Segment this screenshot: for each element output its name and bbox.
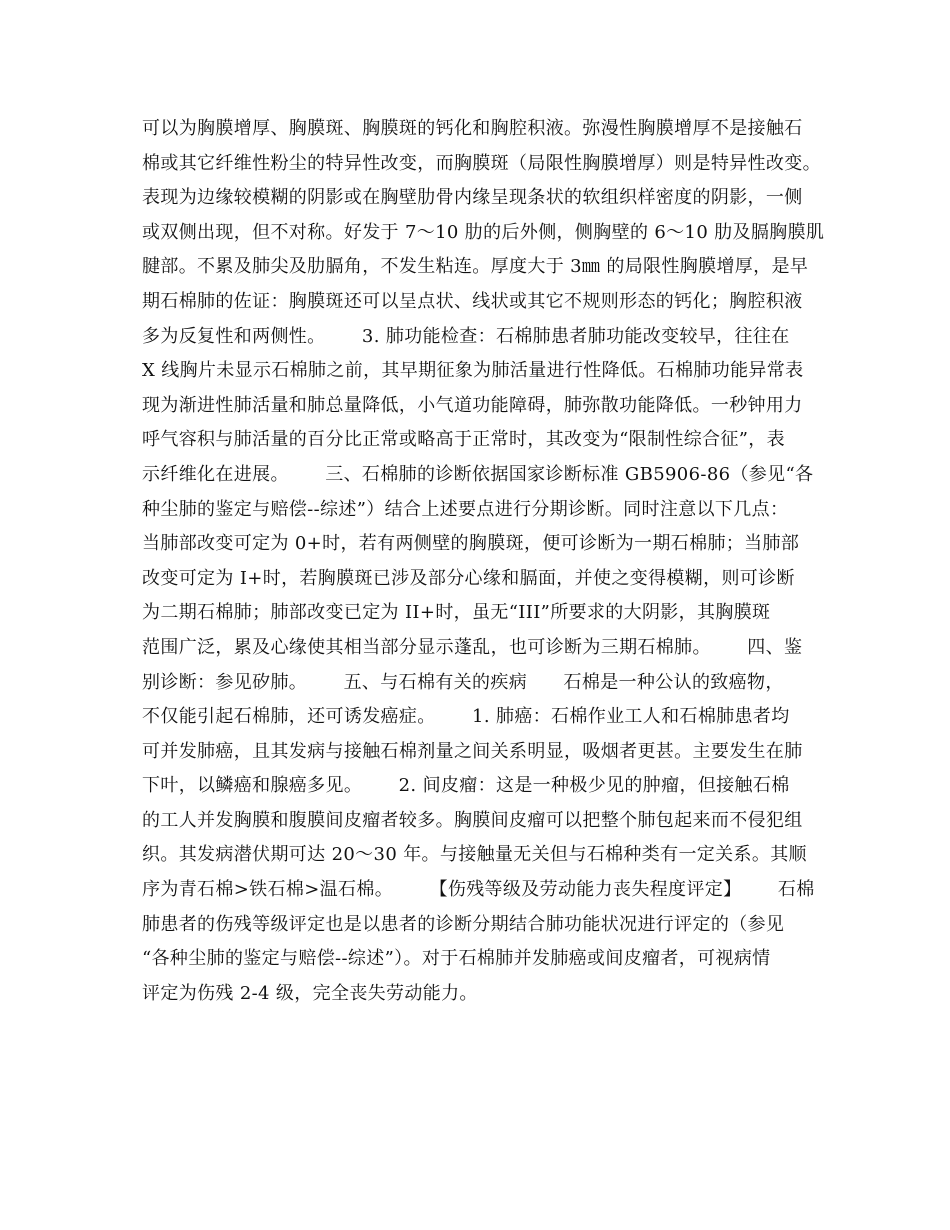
text-line: 可以为胸膜增厚、胸膜斑、胸膜斑的钙化和胸腔积液。弥漫性胸膜增厚不是接触石 (142, 118, 803, 139)
text-line: 为二期石棉肺；肺部改变已定为 II+时，虽无“III”所要求的大阴影，其胸膜斑 (142, 602, 771, 624)
text-line: 范围广泛，累及心缘使其相当部分显示蓬乱，也可诊断为三期石棉肺。 四、鉴 (142, 636, 803, 658)
text-line: 织。其发病潜伏期可达 20～30 年。与接触量无关但与石棉种类有一定关系。其顺 (142, 844, 807, 866)
text-line: 的工人并发胸膜和腹膜间皮瘤者较多。胸膜间皮瘤可以把整个肺包起来而不侵犯组 (142, 809, 803, 831)
text-line: 或双侧出现，但不对称。好发于 7～10 肋的后外侧，侧胸壁的 6～10 肋及膈胸膜肌 (142, 221, 825, 243)
text-line: 肺患者的伤残等级评定也是以患者的诊断分期结合肺功能状况进行评定的（参见 (142, 913, 785, 935)
text-line: 多为反复性和两侧性。 3. 肺功能检查：石棉肺患者肺功能改变较早，往往在 (142, 325, 790, 347)
text-line: 评定为伤残 2-4 级，完全丧失劳动能力。 (142, 982, 478, 1004)
text-line: 腱部。不累及肺尖及肋膈角，不发生粘连。厚度大于 3㎜ 的局限性胸膜增厚，是早 (142, 256, 809, 278)
text-line: X 线胸片未显示石棉肺之前，其早期征象为肺活量进行性降低。石棉肺功能异常表 (142, 360, 804, 382)
text-line: 种尘肺的鉴定与赔偿--综述”）结合上述要点进行分期诊断。同时注意以下几点： (142, 498, 789, 520)
text-line: 下叶，以鳞癌和腺癌多见。 2. 间皮瘤：这是一种极少见的肿瘤，但接触石棉 (142, 775, 790, 797)
text-line: 示纤维化在进展。 三、石棉肺的诊断依据国家诊断标准 GB5906-86（参见“各 (142, 463, 814, 485)
text-line: 棉或其它纤维性粉尘的特异性改变，而胸膜斑（局限性胸膜增厚）则是特异性改变。 (142, 152, 821, 174)
text-line: 现为渐进性肺活量和肺总量降低，小气道功能障碍，肺弥散功能降低。一秒钟用力 (142, 394, 803, 416)
text-line: “各种尘肺的鉴定与赔偿--综述”）。对于石棉肺并发肺癌或间皮瘤者，可视病情 (142, 948, 771, 970)
text-line: 期石棉肺的佐证：胸膜斑还可以呈点状、线状或其它不规则形态的钙化；胸腔积液 (142, 290, 803, 312)
text-line: 当肺部改变可定为 0+时，若有两侧壁的胸膜斑，便可诊断为一期石棉肺；当肺部 (142, 533, 800, 555)
text-line: 表现为边缘较模糊的阴影或在胸壁肋骨内缘呈现条状的软组织样密度的阴影，一侧 (142, 187, 803, 209)
text-line: 别诊断：参见矽肺。 五、与石棉有关的疾病 石棉是一种公认的致癌物， (142, 671, 784, 693)
text-line: 改变可定为 I+时，若胸膜斑已涉及部分心缘和膈面，并使之变得模糊，则可诊断 (142, 567, 795, 589)
body-text (142, 112, 832, 1011)
text-line: 序为青石棉>铁石棉>温石棉。 【伤残等级及劳动能力丧失程度评定】 石棉 (142, 879, 815, 901)
text-line: 不仅能引起石棉肺，还可诱发癌症。 1. 肺癌：石棉作业工人和石棉肺患者均 (142, 706, 790, 728)
text-line: 可并发肺癌，且其发病与接触石棉剂量之间关系明显，吸烟者更甚。主要发生在肺 (142, 740, 803, 762)
text-line: 呼气容积与肺活量的百分比正常或略高于正常时，其改变为“限制性综合征”，表 (142, 429, 786, 451)
